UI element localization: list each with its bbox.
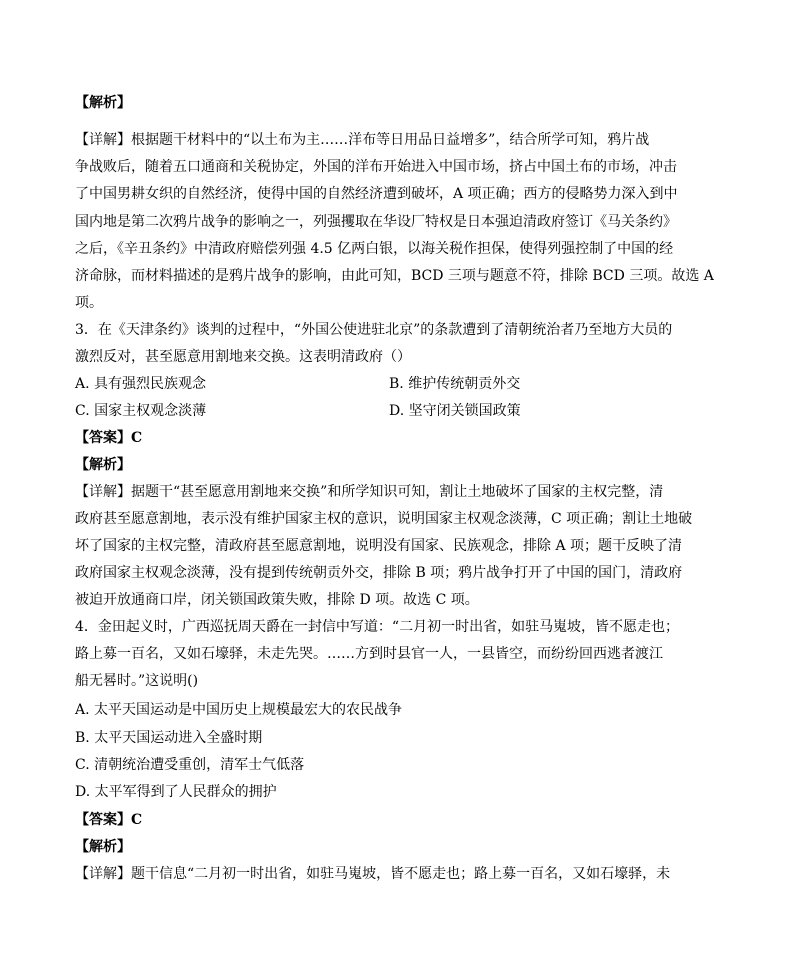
option-c: C. 清朝统治遭受重创，清军士气低落 — [75, 757, 305, 773]
answer-label: 【答案】C — [75, 430, 143, 446]
analysis-label: 【解析】 — [75, 839, 131, 855]
detail-line: 争战败后，随着五口通商和关税协定，外国的洋布开始进入中国市场，挤占中国土布的市场，冲击 — [75, 159, 677, 175]
detail-line: 【详解】根据题干材料中的“以土布为主……洋布等日用品日益增多”，结合所学可知，鸦片战 — [75, 132, 650, 148]
answer-label: 【答案】C — [75, 812, 143, 828]
question-stem: 激烈反对，甚至愿意用割地来交换。这表明清政府（） — [75, 349, 411, 365]
analysis-label: 【解析】 — [75, 95, 131, 111]
question-stem: 3．在《天津条约》谈判的过程中，“外国公使进驻北京”的条款遭到了清朝统治者乃至地方大员的 — [75, 322, 673, 338]
option-b: B. 太平天国运动进入全盛时期 — [75, 730, 263, 746]
question-stem: 4．金田起义时，广西巡抚周天爵在一封信中写道：“二月初一时出省，如驻马嵬坡，皆不愿走也； — [75, 619, 680, 635]
detail-line: 坏了国家的主权完整，清政府甚至愿意割地，说明没有国家、民族观念，排除 A 项；题干反映了清 — [75, 538, 683, 554]
detail-line: 了中国男耕女织的自然经济，使得中国的自然经济遭到破坏，A 项正确；西方的侵略势力深入到中 — [75, 186, 678, 202]
option-c: C. 国家主权观念淡薄 — [75, 403, 207, 419]
question-stem: 路上募一百名，又如石壕驿，未走先哭。……方到时县官一人，一县皆空，而纷纷回西逃者渡江 — [75, 646, 663, 662]
detail-line: 项。 — [75, 295, 103, 311]
option-d: D. 坚守闭关锁国政策 — [389, 403, 521, 419]
option-b: B. 维护传统朝贡外交 — [389, 376, 521, 392]
detail-line: 政府国家主权观念淡薄，没有提到传统朝贡外交，排除 B 项；鸦片战争打开了中国的国门，清政府 — [75, 565, 683, 581]
option-d: D. 太平军得到了人民群众的拥护 — [75, 784, 277, 800]
detail-line: 【详解】题干信息“二月初一时出省，如驻马嵬坡，皆不愿走也；路上募一百名，又如石壕驿，未 — [75, 866, 671, 882]
detail-line: 国内地是第二次鸦片战争的影响之一，列强攫取在华设厂特权是日本强迫清政府签订《马关条约》 — [75, 214, 677, 230]
detail-line: 政府甚至愿意割地，表示没有维护国家主权的意识，说明国家主权观念淡薄，C 项正确；割让土地破 — [75, 511, 693, 527]
option-a: A. 具有强烈民族观念 — [75, 376, 207, 392]
detail-line: 【详解】据题干“甚至愿意用割地来交换”和所学知识可知，割让土地破坏了国家的主权完整，清 — [75, 484, 664, 500]
question-stem: 船无晷时。”这说明() — [75, 673, 199, 689]
detail-line: 济命脉，而材料描述的是鸦片战争的影响，由此可知，BCD 三项与题意不符，排除 BCD 三项。故选 A — [75, 268, 714, 284]
analysis-label: 【解析】 — [75, 457, 131, 473]
option-a: A. 太平天国运动是中国历史上规模最宏大的农民战争 — [75, 702, 403, 718]
detail-line: 之后，《辛丑条约》中清政府赔偿列强 4.5 亿两白银，以海关税作担保，使得列强控制了中国的经 — [75, 241, 674, 257]
detail-line: 被迫开放通商口岸，闭关锁国政策失败，排除 D 项。故选 C 项。 — [75, 592, 479, 608]
